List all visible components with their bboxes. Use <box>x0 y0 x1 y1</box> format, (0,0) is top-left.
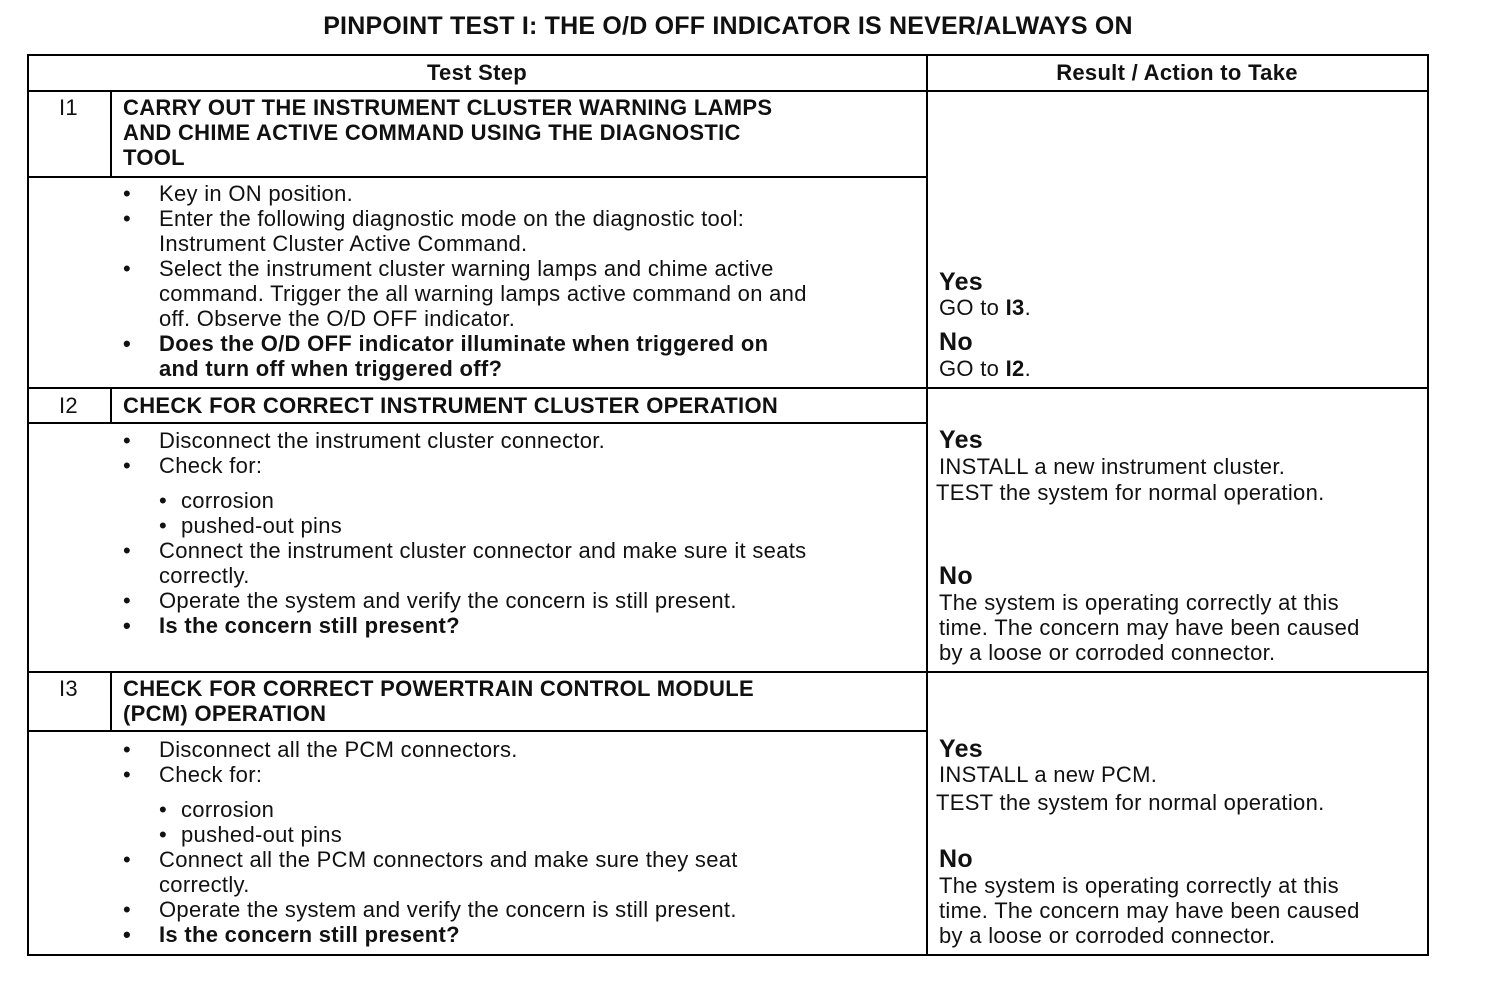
link-i2[interactable]: I2 <box>1005 356 1025 381</box>
table-border-left <box>27 54 29 956</box>
list-item: • pushed-out pins <box>159 822 738 847</box>
result-yes-label-i1: Yes <box>939 268 984 296</box>
list-item: • Check for: • corrosion • pushed-out pins <box>123 762 738 847</box>
list-item: • Enter the following diagnostic mode on the diagnostic tool: Instrument Cluster Active Command. <box>123 206 807 256</box>
i2-heading-rule <box>27 422 928 424</box>
header-rule <box>27 90 1429 92</box>
check-for-list-i3 <box>123 797 738 847</box>
result-yes-test-i3: TEST the system for normal operation. <box>936 790 1325 815</box>
result-yes-action-i1: GO to I3. <box>939 295 1031 320</box>
check-for-list-i2 <box>123 488 806 538</box>
pinpoint-test-table <box>27 54 1429 956</box>
id-divider-i2 <box>110 387 112 424</box>
result-no-label-i1: No <box>939 328 973 356</box>
step-bullets-i3 <box>123 737 738 947</box>
step-heading-i1: CARRY OUT THE INSTRUMENT CLUSTER WARNING LAMPS AND CHIME ACTIVE COMMAND USING THE DIAGNOSTIC TOOL <box>123 95 773 170</box>
result-yes-test-i2: TEST the system for normal operation. <box>936 480 1325 505</box>
link-i3[interactable]: I3 <box>1005 295 1025 320</box>
result-no-label-i2: No <box>939 562 973 590</box>
list-item: • Disconnect all the PCM connectors. <box>123 737 738 762</box>
header-test-step: Test Step <box>426 60 528 85</box>
i1-row-rule <box>27 387 1429 389</box>
table-border-right <box>1427 54 1429 956</box>
id-divider-i3 <box>110 671 112 732</box>
result-no-action-i3: The system is operating correctly at this time. The concern may have been caused by a loose or corroded connector. <box>939 873 1360 948</box>
step-id-i1: I1 <box>59 95 78 120</box>
list-item: • Check for: • corrosion • pushed-out pins <box>123 453 806 538</box>
table-border-top <box>27 54 1429 56</box>
result-yes-label-i3: Yes <box>939 735 984 763</box>
table-border-bottom <box>27 954 1429 956</box>
list-item: • corrosion <box>159 797 738 822</box>
list-item: • Disconnect the instrument cluster connector. <box>123 428 806 453</box>
i3-heading-rule <box>27 730 928 732</box>
list-item: • Operate the system and verify the concern is still present. <box>123 897 738 922</box>
step-bullets-i2 <box>123 428 806 638</box>
header-result: Result / Action to Take <box>1056 60 1298 85</box>
i1-heading-rule <box>27 176 928 178</box>
result-yes-action-i3: INSTALL a new PCM. <box>939 762 1158 787</box>
list-item: • Is the concern still present? <box>123 922 738 947</box>
list-item: • Is the concern still present? <box>123 613 806 638</box>
step-id-i2: I2 <box>59 393 78 418</box>
column-divider <box>926 54 928 956</box>
list-item: • pushed-out pins <box>159 513 806 538</box>
result-yes-action-i2: INSTALL a new instrument cluster. <box>939 454 1286 479</box>
list-item: • corrosion <box>159 488 806 513</box>
result-no-label-i3: No <box>939 845 973 873</box>
i2-row-rule <box>27 671 1429 673</box>
result-yes-label-i2: Yes <box>939 426 984 454</box>
list-item: • Connect all the PCM connectors and make sure they seat correctly. <box>123 847 738 897</box>
result-no-action-i1: GO to I2. <box>939 356 1031 381</box>
step-heading-i3: CHECK FOR CORRECT POWERTRAIN CONTROL MODULE (PCM) OPERATION <box>123 676 754 726</box>
step-heading-i2: CHECK FOR CORRECT INSTRUMENT CLUSTER OPERATION <box>123 393 779 418</box>
list-item: • Operate the system and verify the concern is still present. <box>123 588 806 613</box>
step-id-i3: I3 <box>59 676 78 701</box>
id-divider-i1 <box>110 90 112 178</box>
list-item: • Key in ON position. <box>123 181 807 206</box>
list-item: • Does the O/D OFF indicator illuminate when triggered on and turn off when triggered off? <box>123 331 807 381</box>
list-item: • Select the instrument cluster warning lamps and chime active command. Trigger the all warning lamps active command on and off. Observe the O/D OFF indicator. <box>123 256 807 331</box>
list-item: • Connect the instrument cluster connector and make sure it seats correctly. <box>123 538 806 588</box>
page-title: PINPOINT TEST I: THE O/D OFF INDICATOR IS NEVER/ALWAYS ON <box>323 12 1133 40</box>
step-bullets-i1 <box>123 181 807 381</box>
result-no-action-i2: The system is operating correctly at this time. The concern may have been caused by a loose or corroded connector. <box>939 590 1360 665</box>
